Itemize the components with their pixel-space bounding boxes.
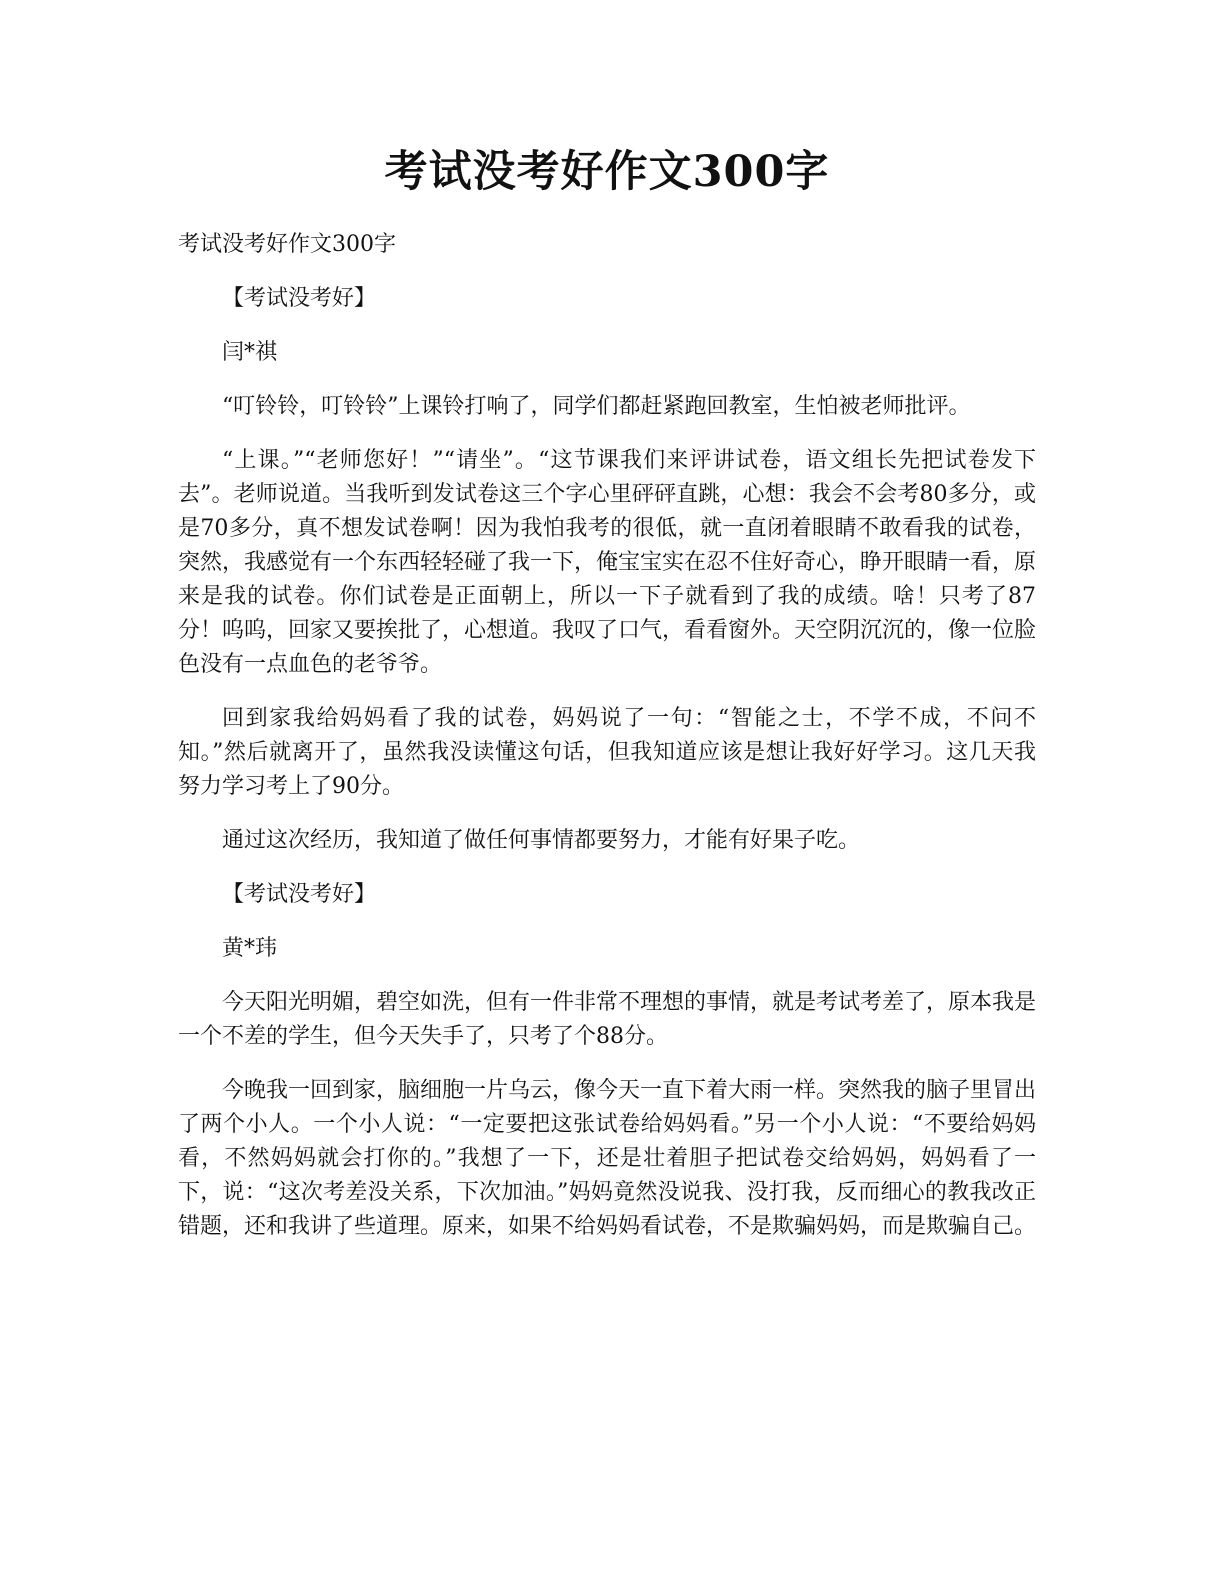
essay-2-paragraph: 今天阳光明媚，碧空如洗，但有一件非常不理想的事情，就是考试考差了，原本我是一个不差的学生，但今天失手了，只考了个88分。 [178, 990, 1037, 1049]
essay-2-heading: 【考试没考好】 [222, 882, 377, 907]
essay-1-paragraph: “上课。”“老师您好！”“请坐”。“这节课我们来评讲试卷，语文组长先把试卷发下去”。老师说道。当我听到发试卷这三个字心里砰砰直跳，心想：我会不会考80多分，或是70多分，真不想发试卷啊！因为我怕我考的很低，就一直闭着眼睛不敢看我的试卷，突然，我感觉有一个东西轻轻碰了我一下，俺宝宝实在忍不住好奇心，睁开眼睛一看，原来是我的试卷。你们试卷是正面朝上，所以一下子就看到了我的成绩。啥！只考了87分！呜呜，回家又要挨批了，心想道。我叹了口气，看看窗外。天空阴沉沉的，像一位脸色没有一点血色的老爷爷。 [178, 448, 1037, 677]
essay-1-author: 闫*祺 [222, 340, 278, 365]
document-title: 考试没考好作文300字 [384, 147, 830, 197]
document-subtitle: 考试没考好作文300字 [178, 232, 396, 257]
document-page [178, 140, 1036, 1244]
essay-1-paragraph: 回到家我给妈妈看了我的试卷，妈妈说了一句：“智能之士，不学不成，不问不知。”然后就离开了，虽然我没读懂这句话，但我知道应该是想让我好好学习。这几天我努力学习考上了90分。 [178, 706, 1036, 799]
essay-2-author: 黄*玮 [222, 936, 278, 961]
essay-2-paragraph: 今晚我一回到家，脑细胞一片乌云，像今天一直下着大雨一样。突然我的脑子里冒出了两个小人。一个小人说：“一定要把这张试卷给妈妈看。”另一个小人说：“不要给妈妈看，不然妈妈就会打你的。”我想了一下，还是壮着胆子把试卷交给妈妈，妈妈看了一下，说：“这次考差没关系，下次加油。”妈妈竟然没说我、没打我，反而细心的教我改正错题，还和我讲了些道理。原来，如果不给妈妈看试卷，不是欺骗妈妈，而是欺骗自己。 [178, 1078, 1037, 1239]
essay-1-heading: 【考试没考好】 [222, 286, 377, 311]
essay-1-paragraph: 通过这次经历，我知道了做任何事情都要努力，才能有好果子吃。 [222, 828, 861, 853]
essay-1-paragraph: “叮铃铃，叮铃铃”上课铃打响了，同学们都赶紧跑回教室，生怕被老师批评。 [222, 394, 971, 419]
